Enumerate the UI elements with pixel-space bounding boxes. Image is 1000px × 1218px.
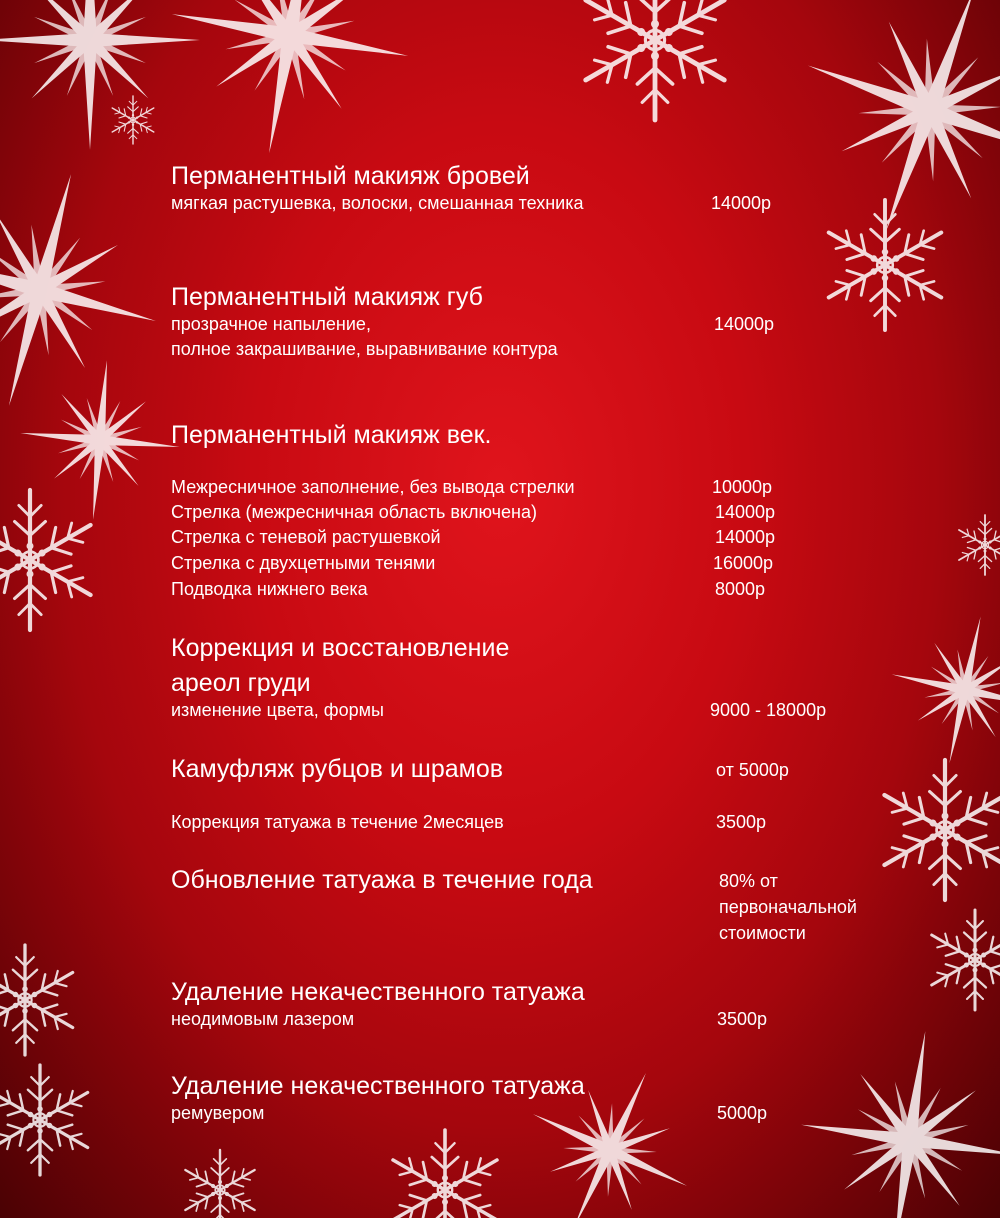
item-removal-laser: неодимовым лазером	[171, 1009, 355, 1029]
snowflake-icon	[181, 1150, 259, 1218]
section-title-scars: Камуфляж рубцов и шрамов	[171, 755, 504, 783]
price-renewal-line1: 80% от	[719, 871, 778, 891]
price-eyelids-shaded-arrow: 14000р	[715, 527, 776, 547]
item-removal-remover: ремувером	[171, 1103, 265, 1123]
item-brows-techniques: мягкая растушевка, волоски, смешанная техника	[171, 193, 584, 213]
price-removal-remover: 5000р	[717, 1103, 768, 1123]
star-burst-icon	[0, 134, 196, 446]
star-burst-icon	[0, 0, 207, 157]
snowflake-icon	[956, 515, 1000, 575]
item-eyelids-lash-line: Межресничное заполнение, без вывода стрелки	[171, 477, 575, 497]
item-eyelids-shaded-arrow: Стрелка с теневой растушевкой	[171, 527, 441, 547]
price-removal-laser: 3500р	[717, 1009, 768, 1029]
section-title-eyelids: Перманентный макияж век.	[171, 421, 492, 449]
star-burst-icon	[490, 1030, 730, 1218]
snowflake-icon	[577, 0, 733, 120]
snowflake-icon	[386, 1130, 503, 1218]
item-areola: изменение цвета, формы	[171, 700, 384, 720]
section-title-removal-laser: Удаление некачественного татуажа	[171, 978, 585, 1006]
section-title-areola-line2: ареол груди	[171, 669, 311, 697]
snowflake-icon	[0, 490, 98, 630]
price-eyelids-lower: 8000р	[715, 579, 766, 599]
price-areola: 9000 - 18000р	[710, 700, 827, 720]
item-eyelids-two-tone: Стрелка с двухцетными тенями	[171, 553, 436, 573]
snowflake-icon	[926, 910, 1000, 1010]
item-eyelids-arrow: Стрелка (межресничная область включена)	[171, 502, 537, 522]
star-burst-icon	[8, 348, 192, 532]
section-title-lips: Перманентный макияж губ	[171, 283, 483, 311]
star-burst-icon	[143, 0, 438, 182]
price-lips: 14000р	[714, 314, 775, 334]
price-eyelids-two-tone: 16000р	[713, 553, 774, 573]
star-burst-icon	[753, 0, 1000, 287]
item-lips-full: полное закрашивание, выравнивание контура	[171, 339, 558, 359]
item-correction: Коррекция татуажа в течение 2месяцев	[171, 812, 504, 832]
price-eyelids-lash-line: 10000р	[712, 477, 773, 497]
price-eyelids-arrow: 14000р	[715, 502, 776, 522]
star-burst-icon	[871, 596, 1000, 785]
snowflake-icon	[822, 200, 949, 330]
snowflake-icon	[110, 96, 157, 144]
star-burst-icon	[778, 1008, 1000, 1218]
price-scars: от 5000р	[716, 760, 789, 780]
section-title-areola-line1: Коррекция и восстановление	[171, 634, 510, 662]
section-title-removal-remover: Удаление некачественного татуажа	[171, 1072, 585, 1100]
price-correction: 3500р	[716, 812, 767, 832]
price-brows: 14000р	[711, 193, 772, 213]
item-eyelids-lower: Подводка нижнего века	[171, 579, 368, 599]
snowflake-icon	[0, 1065, 94, 1175]
section-title-brows: Перманентный макияж бровей	[171, 162, 530, 190]
price-renewal-line2: первоначальной	[719, 897, 857, 917]
item-lips-spray: прозрачное напыление,	[171, 314, 371, 334]
snowflake-icon	[0, 945, 79, 1055]
snowflake-icon	[877, 760, 1000, 900]
price-renewal-line3: стоимости	[719, 923, 806, 943]
section-title-renewal: Обновление татуажа в течение года	[171, 866, 593, 894]
